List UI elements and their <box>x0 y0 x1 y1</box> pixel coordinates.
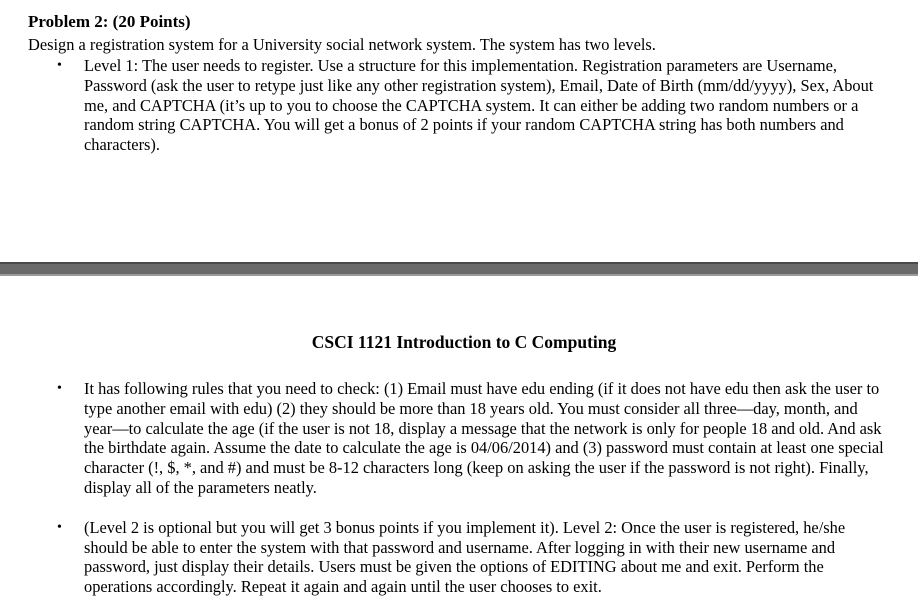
bullet-icon: • <box>57 519 62 535</box>
bullet-icon: • <box>57 58 62 73</box>
course-header: CSCI 1121 Introduction to C Computing <box>311 332 617 352</box>
level2-item <box>57 517 884 597</box>
level1-list <box>57 56 884 155</box>
rules-text: It has following rules that you need to check: (1) Email must have edu ending (if it does not have edu then ask the user to type another email with edu) (2) they should be more than 18 years old. You must consider all three—day, month, and year—to calculate the age (if the user is not 18, display a message that the network is only for people 18 and old. And ask the birthdate again. Assume the date to calculate the age is 04/06/2014) and (3) password must contain at least one special character (!, $, *, and #) and must be 8-12 characters long (keep on asking the user if the password is not right). Finally, display all of the parameters neatly. <box>84 379 884 497</box>
level1-item <box>57 56 884 155</box>
level2-text: (Level 2 is optional but you will get 3 bonus points if you implement it). Level 2: Once the user is registered, he/she should be able to enter the system with that password and username. After logging in with their new username and password, just display their details. Users must be given the options of EDITING about me and exit. Perform the operations accordingly. Repeat it again and again until the user chooses to exit. <box>84 517 846 597</box>
level1-text: Level 1: The user needs to register. Use a structure for this implementation. Registration parameters are Username, Password (ask the user to retype just like any other registration system), Email, Date of Birth (mm/dd/yyyy), Sex, About me, and CAPTCHA (it’s up to you to choose the CAPTCHA system. It can either be adding two random numbers or a random string CAPTCHA. You will get a bonus of 2 points if your random CAPTCHA string has both numbers and characters). <box>84 56 874 155</box>
document-page-top <box>0 0 918 262</box>
bullet-icon: • <box>57 381 62 396</box>
rules-list <box>57 379 884 597</box>
rules-item <box>57 379 884 498</box>
page-divider <box>0 262 918 276</box>
document-page-bottom <box>0 276 918 614</box>
problem-intro: Design a registration system for a University social network system. The system has two levels. <box>28 35 656 54</box>
problem-title: Problem 2: (20 Points) <box>28 12 191 31</box>
